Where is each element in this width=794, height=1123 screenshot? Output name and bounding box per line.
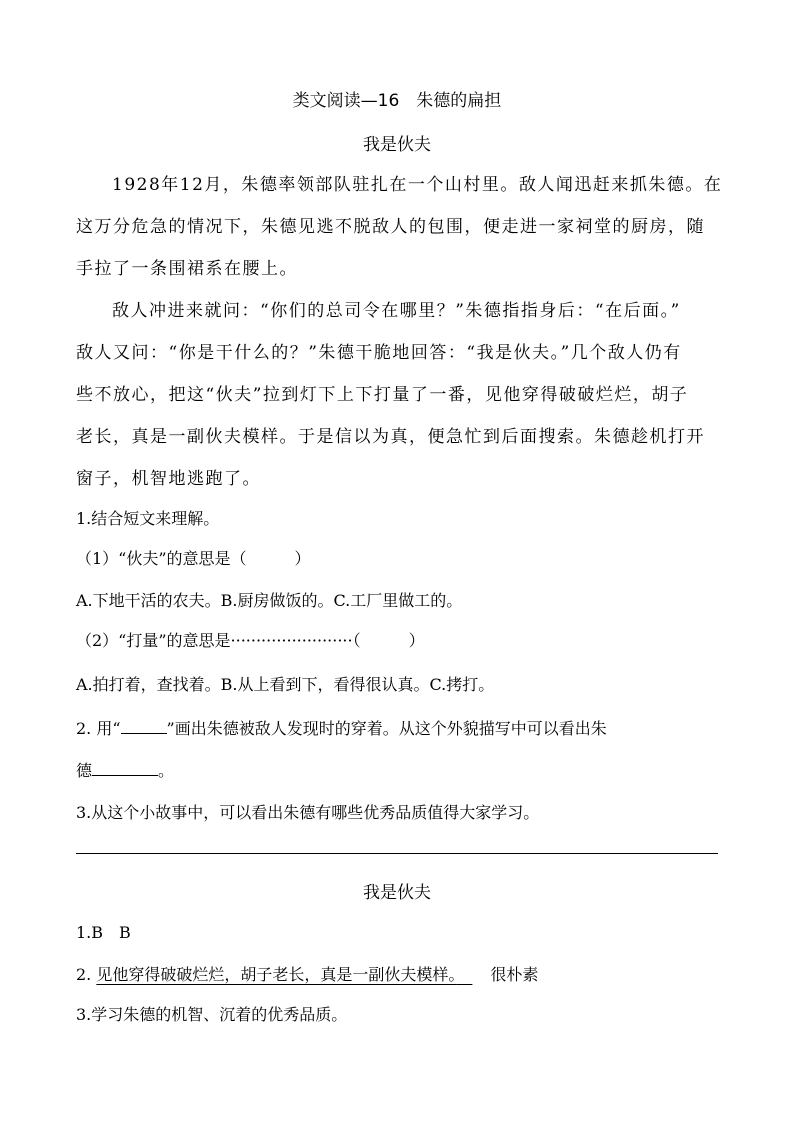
answer-2-underlined-quote: 见他穿得破破烂烂，胡子老长，真是一副伙夫模样。	[96, 965, 457, 984]
answer-2-suffix: 很朴素	[490, 965, 539, 984]
answer-blank[interactable]	[121, 733, 167, 734]
passage-line: 这万分危急的情况下，朱德见逃不脱敌人的包围，便走进一家祠堂的厨房，随	[76, 217, 705, 237]
question-2-text-start: 2. 用“	[76, 719, 121, 738]
question-2-text-end: ”画出朱德被敌人发现时的穿着。从这个外貌描写中可以看出朱	[166, 719, 607, 738]
section-divider	[76, 853, 718, 854]
passage-line: 1928年12月，朱德率领部队驻扎在一个山村里。敌人闻迅赶来抓朱德。在	[112, 175, 723, 195]
answer-2-underline-tail	[456, 965, 472, 984]
answer-2	[76, 962, 538, 985]
question-1-2-options: A.拍打着，查找着。B.从上看到下，看得很认真。C.拷打。	[76, 675, 495, 694]
question-1-1-options: A.下地干活的农夫。B.厨房做饭的。C.工厂里做工的。	[76, 591, 463, 610]
answer-3: 3.学习朱德的机智、沉着的优秀品质。	[76, 1005, 348, 1024]
question-1: 1.结合短文来理解。	[76, 509, 220, 528]
answer-2-number: 2.	[76, 965, 97, 984]
passage-line: 老长，真是一副伙夫模样。于是信以为真，便急忙到后面搜索。朱德趁机打开	[76, 427, 705, 447]
passage-line: 敌人又问：“你是干什么的？”朱德干脆地回答：“我是伙夫。”几个敌人仍有	[76, 343, 682, 363]
question-1-1: （1）“伙夫”的意思是（ ）	[76, 549, 311, 568]
passage-line: 些不放心，把这“伙夫”拉到灯下上下打量了一番，见他穿得破破烂烂，胡子	[76, 385, 689, 405]
answer-1: 1.B B	[76, 923, 131, 942]
question-1-2: （2）“打量”的意思是························（ ）	[76, 631, 425, 650]
answers-title: 我是伙夫	[363, 883, 431, 903]
question-2-line-2	[76, 758, 174, 781]
passage-line: 窗子，机智地逃跑了。	[76, 469, 261, 489]
question-3: 3.从这个小故事中，可以看出朱德有哪些优秀品质值得大家学习。	[76, 803, 540, 822]
passage-line: 敌人冲进来就问：“你们的总司令在哪里？”朱德指指身后：“在后面。”	[112, 301, 681, 321]
passage-title: 我是伙夫	[363, 135, 431, 155]
question-2-line-2-end: 。	[158, 761, 175, 780]
question-2-line-2-text: 德	[76, 761, 93, 780]
page-title: 类文阅读—16 朱德的扁担	[292, 91, 502, 111]
answer-blank[interactable]	[92, 775, 158, 776]
passage-line: 手拉了一条围裙系在腰上。	[76, 259, 298, 279]
question-2	[76, 716, 607, 739]
